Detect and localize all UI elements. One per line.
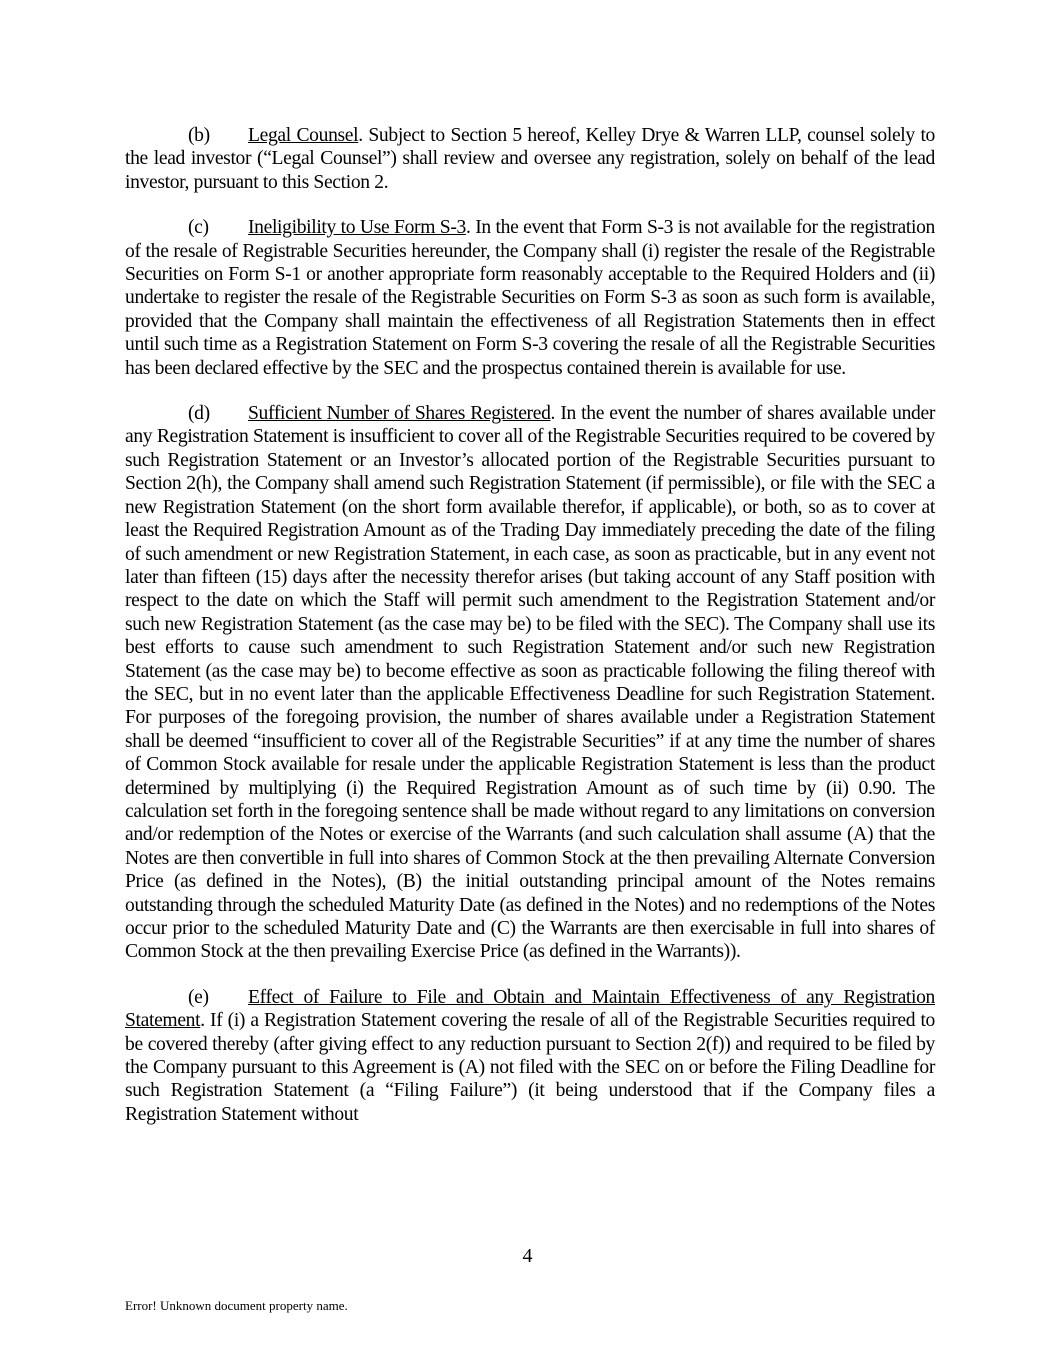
section-d-paragraph [125,402,935,964]
section-label: (c) [188,217,209,239]
section-heading: Legal Counsel [248,125,359,146]
section-label: (d) [188,403,210,425]
section-text: . In the event the number of shares available under any Registration Statement is insufficient to cover all of the Registrable Securities required to be covered by such Registration Statement or an Investor’s allocated portion of the Registrable Securities pursuant to Section 2(h), the Company shall amend such Registration Statement (if permissible), or file with the SEC a new Registration Statement (on the short form available therefor, if applicable), or both, so as to cover at least the Required Registration Amount as of the Trading Day immediately preceding the date of the filing of such amendment or new Registration Statement, in each case, as soon as practicable, but in any event not later than fifteen (15) days after the necessity therefor arises (but taking account of any Staff position with respect to the date on which the Staff will permit such amendment to the Registration Statement and/or such new Registration Statement (as the case may be) to be filed with the SEC). The Company shall use its best efforts to cause such amendment to such Registration Statement and/or such new Registration Statement (as the case may be) to become effective as soon as practicable following the filing thereof with the SEC, but in no event later than the applicable Effectiveness Deadline for such Registration Statement. For purposes of the foregoing provision, the number of shares available under a Registration Statement shall be deemed “insufficient to cover all of the Registrable Securities” if at any time the number of shares of Common Stock available for resale under the applicable Registration Statement is less than the product determined by multiplying (i) the Required Registration Amount as of such time by (ii) 0.90. The calculation set forth in the foregoing sentence shall be made without regard to any limitations on conversion and/or redemption of the Notes or exercise of the Warrants (and such calculation shall assume (A) that the Notes are then convertible in full into shares of Common Stock at the then prevailing Alternate Conversion Price (as defined in the Notes), (B) the initial outstanding principal amount of the Notes remains outstanding through the scheduled Maturity Date (as defined in the Notes) and no redemptions of the Notes occur prior to the scheduled Maturity Date and (C) the Warrants are then exercisable in full into shares of Common Stock at the then prevailing Exercise Price (as defined in the Warrants)). [125,403,935,963]
section-c-paragraph [125,216,935,380]
section-text: . If (i) a Registration Statement covering the resale of all of the Registrable Securities required to be covered thereby (after giving effect to any reduction pursuant to Section 2(f)) and required to be filed by the Company pursuant to this Agreement is (A) not filed with the SEC on or before the Filing Deadline for such Registration Statement (a “Filing Failure”) (it being understood that if the Company files a Registration Statement without [125,1010,935,1125]
section-label: (b) [188,125,210,146]
section-label: (e) [188,986,209,1008]
section-b-paragraph [125,124,935,194]
section-e-paragraph [125,986,935,1126]
section-heading: Effect of Failure to File and Obtain and Maintain Effectiveness of any Registration Statement [125,986,935,1032]
footer-note: Error! Unknown document property name. [125,1298,348,1313]
section-heading: Sufficient Number of Shares Registered [248,403,551,425]
section-heading: Ineligibility to Use Form S-3 [248,217,466,239]
section-text: . Subject to Section 5 hereof, Kelley Drye & Warren LLP, counsel solely to the lead investor (“Legal Counsel”) shall review and oversee any registration, solely on behalf of the lead investor, pursuant to this Section 2. [125,125,935,193]
page-number: 4 [522,1245,533,1267]
section-text: . In the event that Form S-3 is not available for the registration of the resale of Registrable Securities hereunder, the Company shall (i) register the resale of the Registrable Securities on Form S-1 or another appropriate form reasonably acceptable to the Required Holders and (ii) undertake to register the resale of the Registrable Securities on Form S-3 as soon as such form is available, provided that the Company shall maintain the effectiveness of all Registration Statements then in effect until such time as a Registration Statement on Form S-3 covering the resale of all the Registrable Securities has been declared effective by the SEC and the prospectus contained therein is available for use. [125,217,935,379]
document-body [125,124,935,1148]
